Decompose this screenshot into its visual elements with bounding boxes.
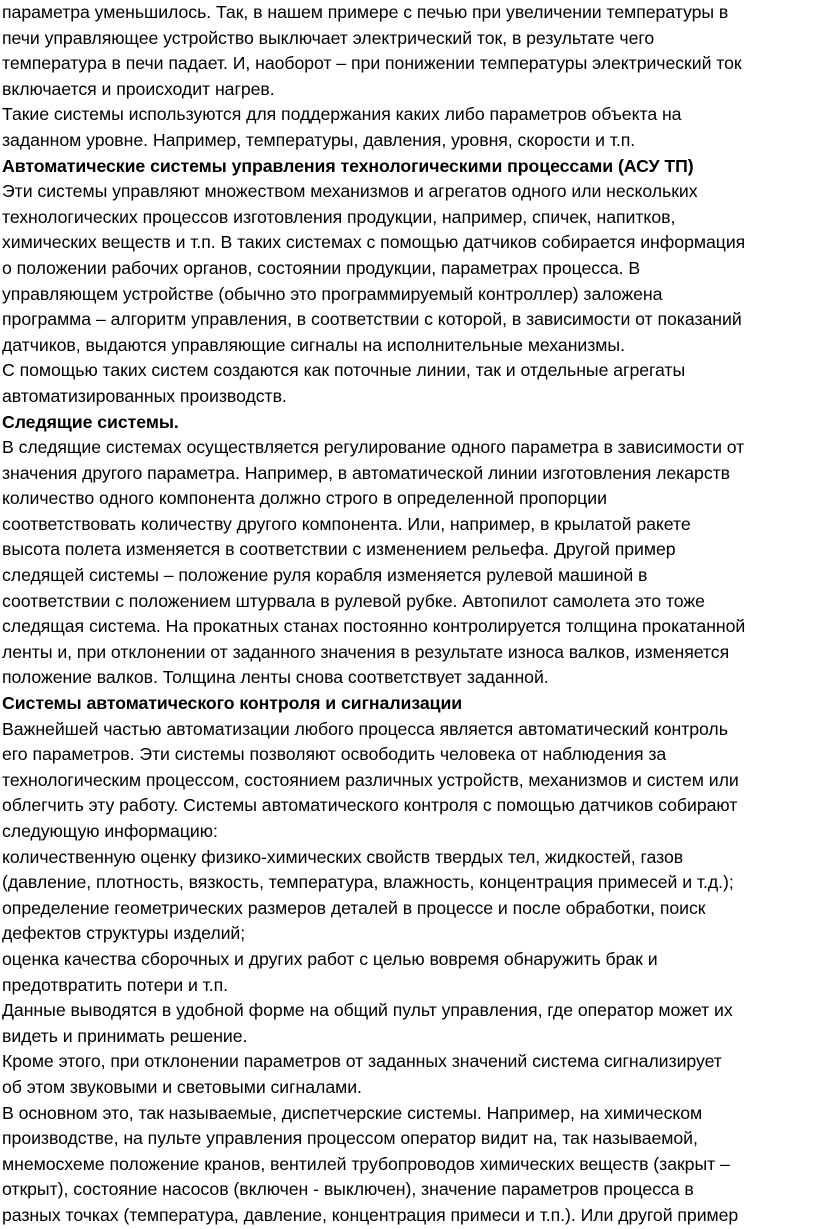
text-line: Такие системы используются для поддержания каких либо параметров объекта на xyxy=(2,104,682,125)
text-line: В следящие системах осуществляется регулирование одного параметра в зависимости от xyxy=(2,437,745,458)
text-line: Эти системы управляют множеством механизмов и агрегатов одного или нескольких xyxy=(2,181,698,202)
text-line: соответствии с положением штурвала в рулевой рубке. Автопилот самолета это тоже xyxy=(2,590,705,611)
section-heading: Автоматические системы управления технологическими процессами (АСУ ТП) xyxy=(2,155,694,176)
text-line: управляющем устройстве (обычно это программируемый контроллер) заложена xyxy=(2,283,663,304)
text-line: автоматизированных производств. xyxy=(2,385,287,406)
text-line: значения другого параметра. Например, в автоматической линии изготовления лекарств xyxy=(2,462,731,483)
text-line: Данные выводятся в удобной форме на общий пульт управления, где оператор может их xyxy=(2,1000,733,1021)
text-line: В основном это, так называемые, диспетчерские системы. Например, на химическом xyxy=(2,1102,703,1123)
text-line: включается и происходит нагрев. xyxy=(2,78,275,99)
text-line: следующую информацию: xyxy=(2,821,218,841)
section-heading: Следящие системы. xyxy=(2,411,179,432)
text-line: предотвратить потери и т.п. xyxy=(2,974,229,995)
text-line: химических веществ и т.п. В таких системах с помощью датчиков собирается информация xyxy=(2,232,746,253)
text-line: о положении рабочих органов, состоянии продукции, параметрах процесса. В xyxy=(2,257,641,278)
text-line: параметра уменьшилось. Так, в нашем примере с печью при увеличении температуры в xyxy=(2,2,729,22)
text-line: дефектов структуры изделий; xyxy=(2,923,246,944)
text-line: положение валков. Толщина ленты снова соответствует заданной. xyxy=(2,667,549,688)
text-line: облегчить эту работу. Системы автоматического контроля с помощью датчиков собирают xyxy=(2,795,738,816)
text-line: количественную оценку физико-химических свойств твердых тел, жидкостей, газов xyxy=(2,846,684,867)
text-line: технологическим процессом, состоянием различных устройств, механизмов и систем или xyxy=(2,769,739,790)
text-line: ленты и, при отклонении от заданного значения в результате износа валков, изменяется xyxy=(2,641,730,662)
text-line: Важнейшей частью автоматизации любого процесса является автоматический контроль xyxy=(2,718,728,739)
text-line: производстве, на пульте управления процессом оператор видит на, так называемой, xyxy=(2,1128,698,1149)
text-line: (давление, плотность, вязкость, температура, влажность, концентрация примесей и т.д.); xyxy=(2,872,734,893)
text-line: следящая система. На прокатных станах постоянно контролируется толщина прокатанной xyxy=(2,616,746,637)
text-line: оценка качества сборочных и других работ с целью вовремя обнаружить брак и xyxy=(2,948,658,969)
text-line: С помощью таких систем создаются как поточные линии, так и отдельные агрегаты xyxy=(2,360,686,381)
text-line: разных точках (температура, давление, концентрация примеси и т.п.). Или другой пример xyxy=(2,1204,739,1225)
text-line: технологических процессов изготовления продукции, например, спичек, напитков, xyxy=(2,206,676,227)
text-line: соответствовать количеству другого компонента. Или, например, в крылатой ракете xyxy=(2,513,691,534)
text-line: датчиков, выдаются управляющие сигналы на исполнительные механизмы. xyxy=(2,334,625,355)
text-line: видеть и принимать решение. xyxy=(2,1025,248,1046)
text-line: следящей системы – положение руля корабля изменяется рулевой машиной в xyxy=(2,565,648,586)
text-line: его параметров. Эти системы позволяют освободить человека от наблюдения за xyxy=(2,744,667,765)
text-line: определение геометрических размеров деталей в процессе и после обработки, поиск xyxy=(2,897,706,918)
text-line: высота полета изменяется в соответствии с изменением рельефа. Другой пример xyxy=(2,539,676,560)
text-line: количество одного компонента должно строго в определенной пропорции xyxy=(2,488,607,509)
text-line: температура в печи падает. И, наоборот – при понижении температуры электрический ток xyxy=(2,53,742,74)
section-heading: Системы автоматического контроля и сигнализации xyxy=(2,693,463,714)
text-line: печи управляющее устройство выключает электрический ток, в результате чего xyxy=(2,27,655,48)
text-line: мнемосхеме положение кранов, вентилей трубопроводов химических веществ (закрыт – xyxy=(2,1153,730,1174)
text-line: Кроме этого, при отклонении параметров от заданных значений система сигнализирует xyxy=(2,1051,722,1072)
text-line: программа – алгоритм управления, в соответствии с которой, в зависимости от показаний xyxy=(2,309,742,330)
text-line: об этом звуковыми и световыми сигналами. xyxy=(2,1076,362,1097)
text-line: открыт), состояние насосов (включен - выключен), значение параметров процесса в xyxy=(2,1179,694,1200)
text-line: заданном уровне. Например, температуры, давления, уровня, скорости и т.п. xyxy=(2,129,636,150)
